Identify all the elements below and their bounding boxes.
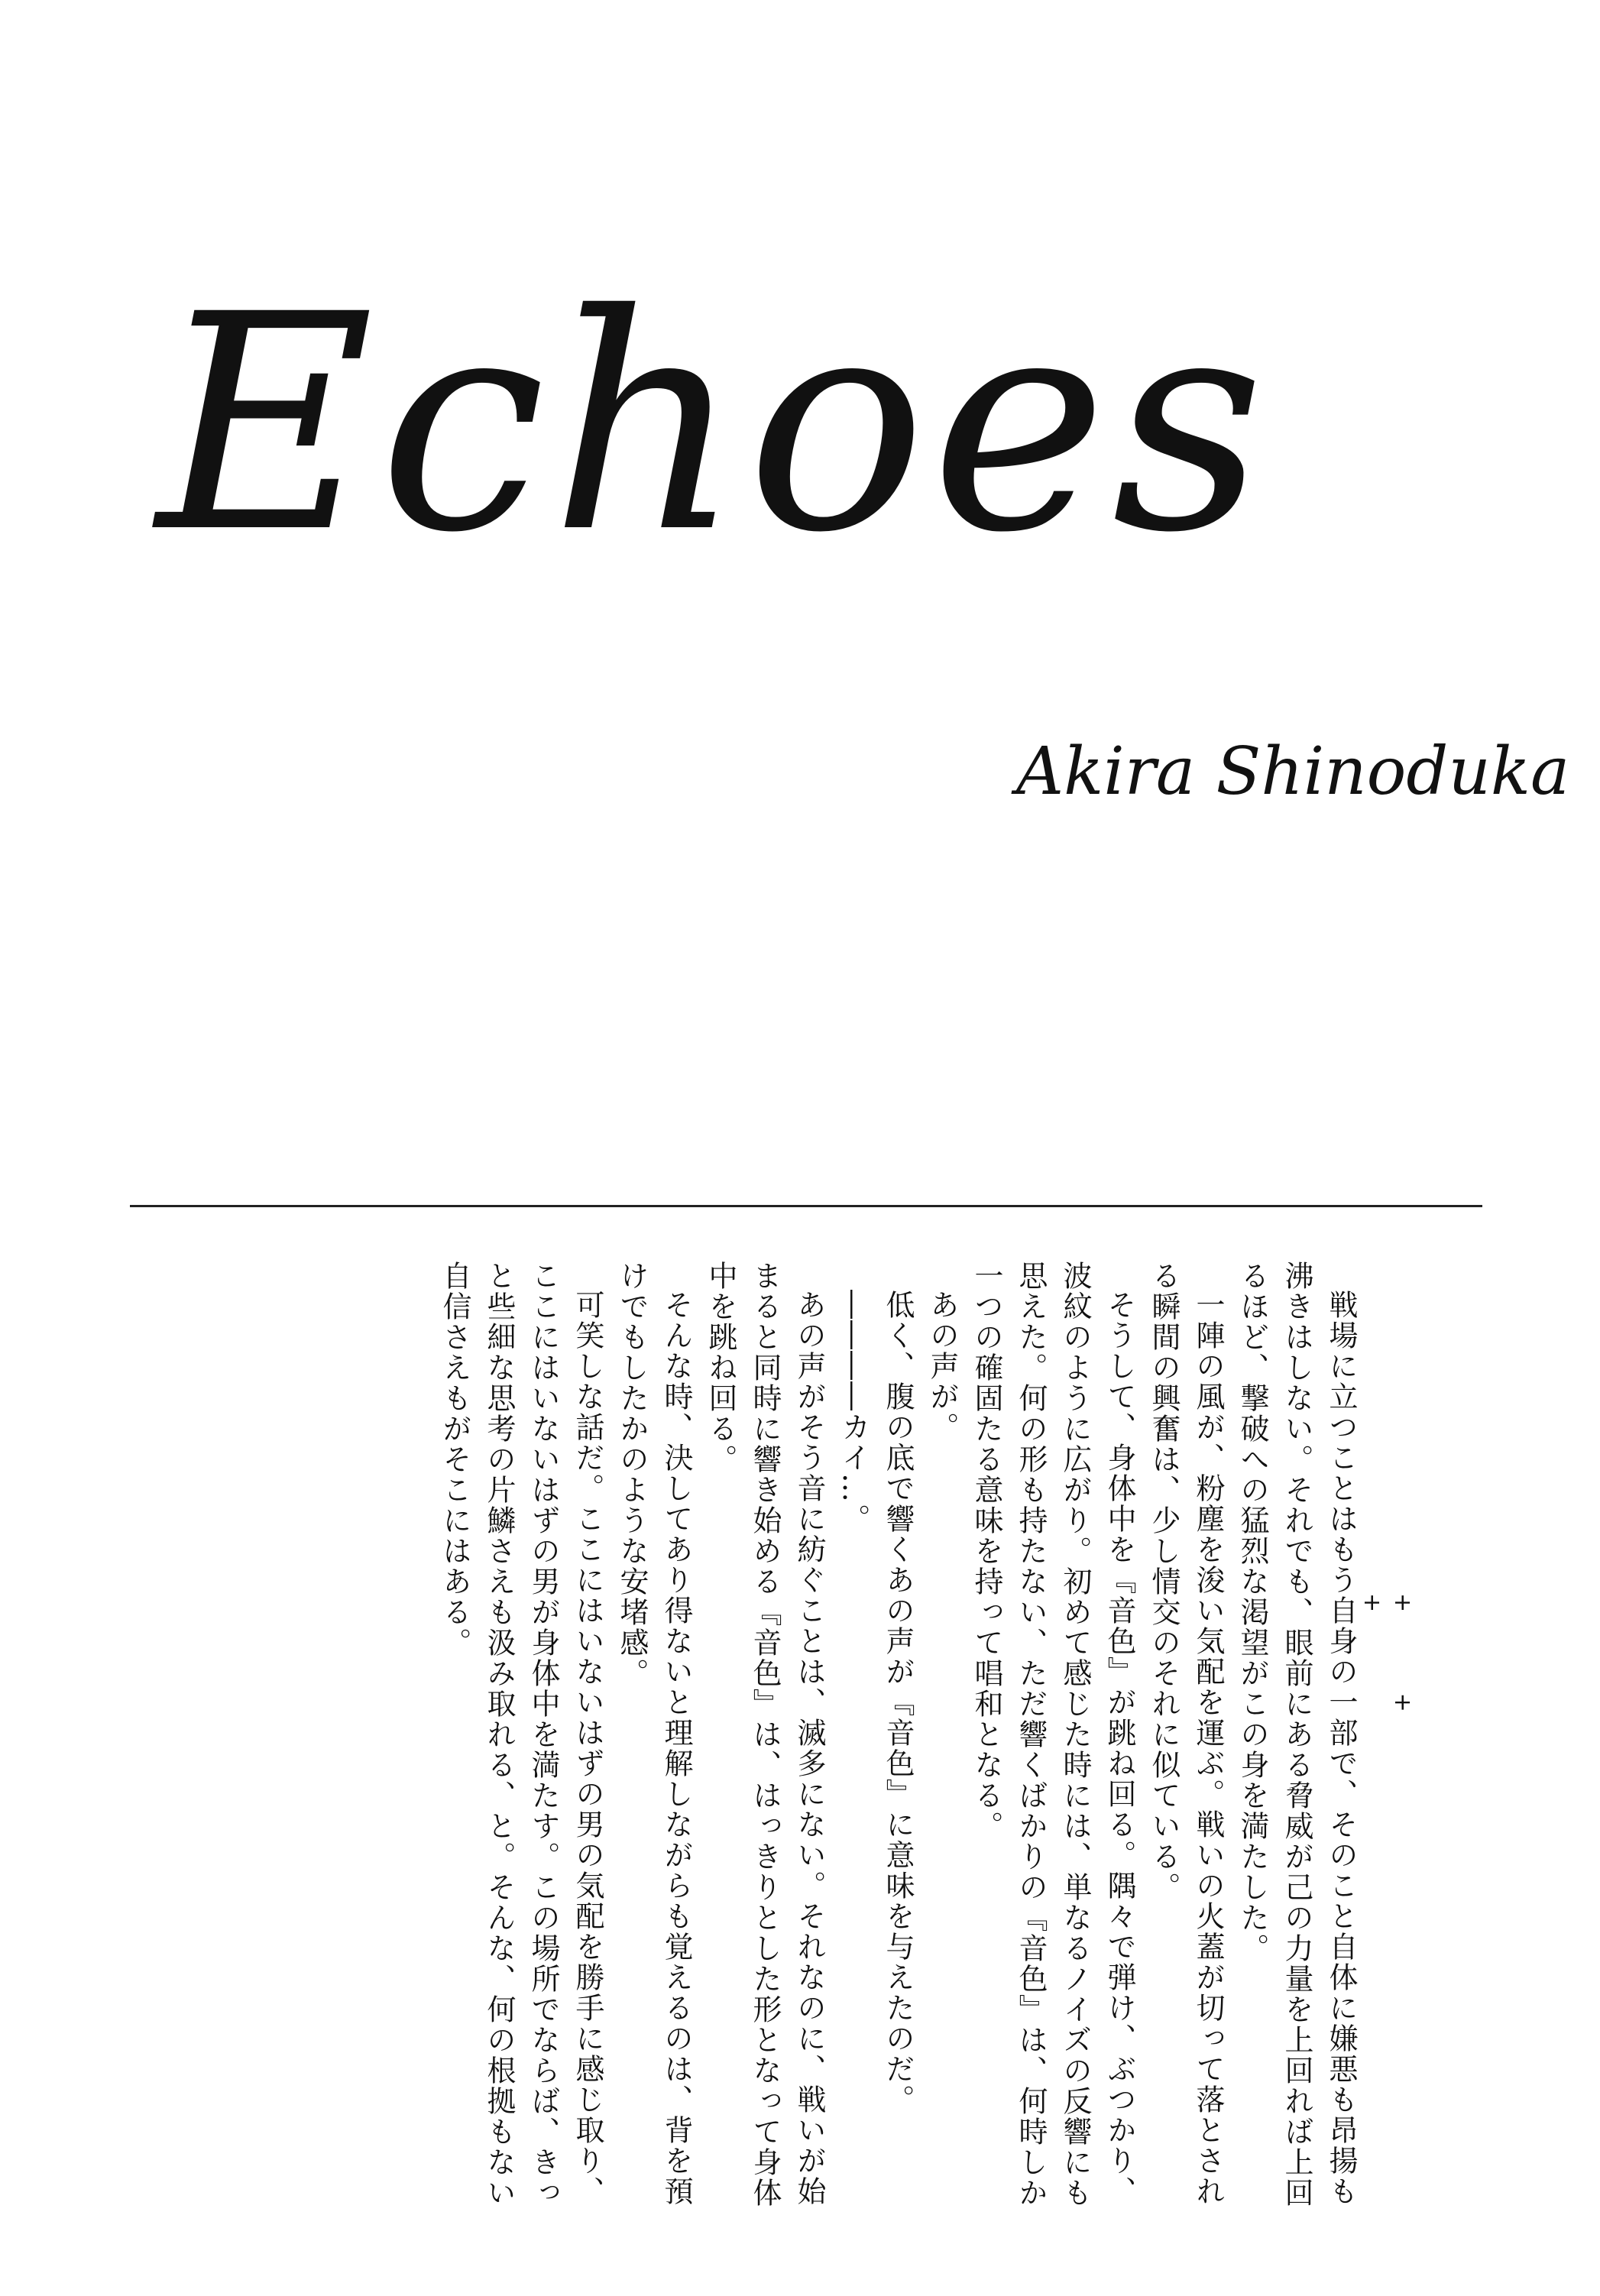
- paragraph-3: そうして、身体中を『音色』が跳ね回る。隅々で弾け、ぶつかり、波紋のように広がり。初めて感じた時には、単なるノイズの反響にも思えた。何の形も持たない、ただ響くばかりの『音色』は、何時しか一つの確固たる意味を持って唱和となる。: [970, 1261, 1136, 2208]
- paragraph-6: ――――カイ…。: [837, 1290, 870, 1534]
- horizontal-divider: [130, 1205, 1482, 1207]
- paragraph-2: 一陣の風が、粉塵を浚い気配を運ぶ。戦いの火蓋が切って落とされる瞬間の興奮は、少し情交のそれに似ている。: [1147, 1261, 1225, 2207]
- paragraph-1: 戦場に立つことはもう自身の一部で、そのこと自体に嫌悪も昂揚も沸きはしない。それでも、眼前にある脅威が己の力量を上回れば上回るほど、撃破への猛烈な渇望がこの身を満たした。: [1236, 1261, 1358, 2208]
- paragraph-9: 可笑しな話だ。ここにはいないはずの男の気配を勝手に感じ取り、ここにはいないはずの男が身体中を満たす。この場所でならば、きっと些細な思考の片鱗さえも汲み取れる、と。そんな、何の根拠もない自信さえもがそこにはある。: [438, 1261, 604, 2208]
- author-name: Akira Shinoduka: [1016, 733, 1570, 810]
- story-title: Echoes: [157, 251, 1270, 597]
- paragraph-7: あの声がそう音に紡ぐことは、滅多にない。それなのに、戦いが始まると同時に響き始める『音色』は、はっきりとした形となって身体中を跳ね回る。: [704, 1261, 826, 2208]
- paragraph-4: あの声が。: [925, 1290, 959, 1443]
- vertical-body-text: [102, 1261, 1363, 2216]
- paragraph-8: そんな時、決してあり得ないと理解しながらも覚えるのは、背を預けでもしたかのような安堵感。: [615, 1261, 693, 2207]
- paragraph-5: 低く、腹の底で響くあの声が『音色』に意味を与えたのだ。: [881, 1290, 915, 2115]
- section-break-marks: + + +: [1359, 1593, 1416, 1749]
